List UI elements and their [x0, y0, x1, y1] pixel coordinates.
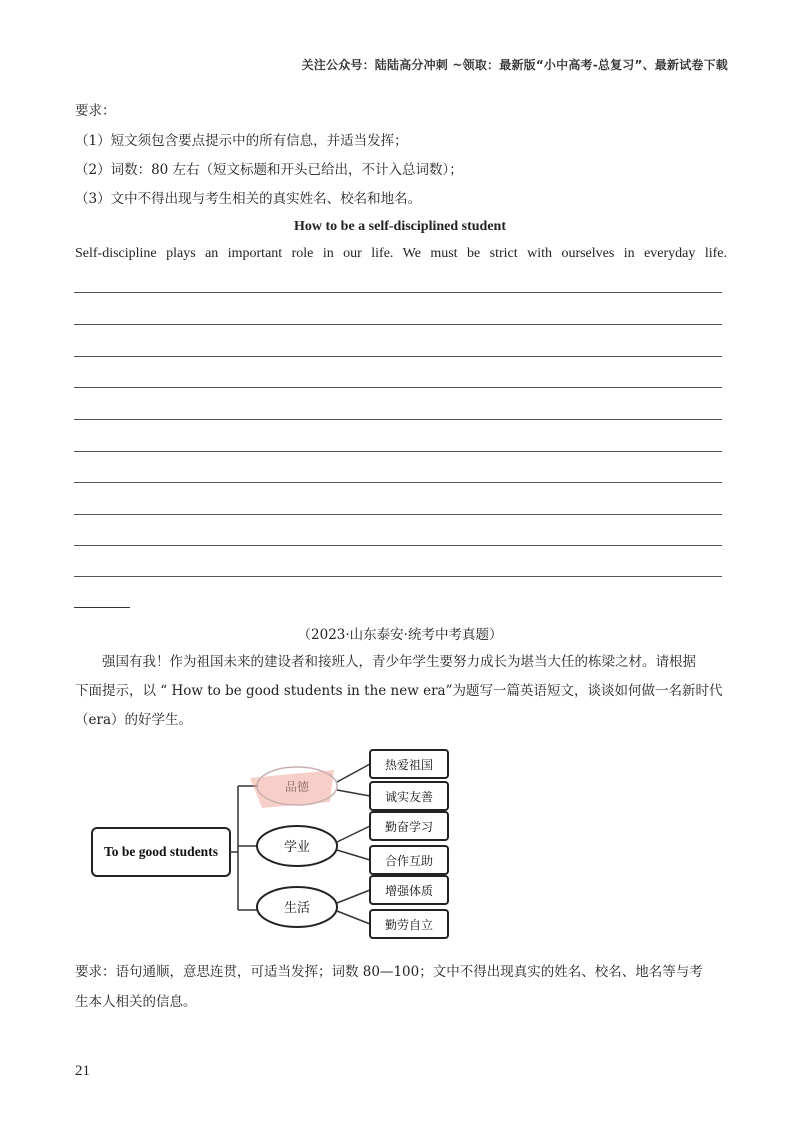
writing-line[interactable]: [74, 514, 722, 515]
branch-label: 品德: [284, 780, 310, 794]
essay-title: How to be a self-disciplined student: [294, 219, 506, 234]
leaf-label: 勤劳自立: [384, 918, 434, 932]
writing-line[interactable]: [74, 324, 722, 325]
writing-line[interactable]: [74, 292, 722, 293]
task-line: 下面提示，以 “ How to be good students in the new era”为题写一篇英语短文，谈谈如何做一名新时代: [75, 683, 723, 699]
requirement-line: 生本人相关的信息。: [75, 994, 197, 1010]
requirement-item: （3）文中不得出现与考生相关的真实姓名、校名和地名。: [75, 191, 422, 207]
requirement-item: （1）短文须包含要点提示中的所有信息，并适当发挥；: [75, 133, 408, 149]
writing-line[interactable]: [74, 576, 722, 577]
writing-line[interactable]: [74, 387, 722, 388]
writing-line[interactable]: [74, 356, 722, 357]
leaf-label: 热爱祖国: [384, 758, 434, 772]
branch-label: 生活: [283, 901, 311, 916]
writing-line[interactable]: [74, 419, 722, 420]
task-line: 强国有我！作为祖国未来的建设者和接班人，青少年学生要努力成长为堪当大任的栋梁之材。请根据: [102, 654, 696, 670]
root-label: To be good students: [104, 844, 218, 859]
writing-line[interactable]: [74, 545, 722, 546]
branch-label: 学业: [283, 840, 311, 855]
writing-line[interactable]: [74, 451, 722, 452]
leaf-label: 诚实友善: [384, 790, 434, 804]
page-header: 关注公众号：陆陆高分冲刺 ~领取：最新版“小中高考-总复习”、最新试卷下载: [301, 58, 728, 72]
short-writing-line[interactable]: [74, 607, 130, 608]
requirement-line: 要求：语句通顺，意思连贯，可适当发挥；词数 80—100；文中不得出现真实的姓名、校名、地名等与考: [75, 964, 703, 980]
page-number: 21: [75, 1063, 90, 1079]
requirement-item: （2）词数：80 左右（短文标题和开头已给出，不计入总词数）；: [75, 162, 463, 178]
question-source: （2023·山东泰安·统考中考真题）: [297, 627, 503, 643]
leaf-label: 合作互助: [384, 854, 434, 868]
writing-line[interactable]: [74, 482, 722, 483]
leaf-label: 勤奋学习: [384, 820, 434, 834]
mind-map-diagram: [72, 742, 462, 947]
requirements-label: 要求：: [75, 103, 116, 119]
leaf-label: 增强体质: [384, 884, 434, 898]
task-line: （era）的好学生。: [75, 712, 192, 728]
essay-lead: Self-discipline plays an important role in our life. We must be strict with ourselves in everyday life.: [75, 246, 727, 261]
